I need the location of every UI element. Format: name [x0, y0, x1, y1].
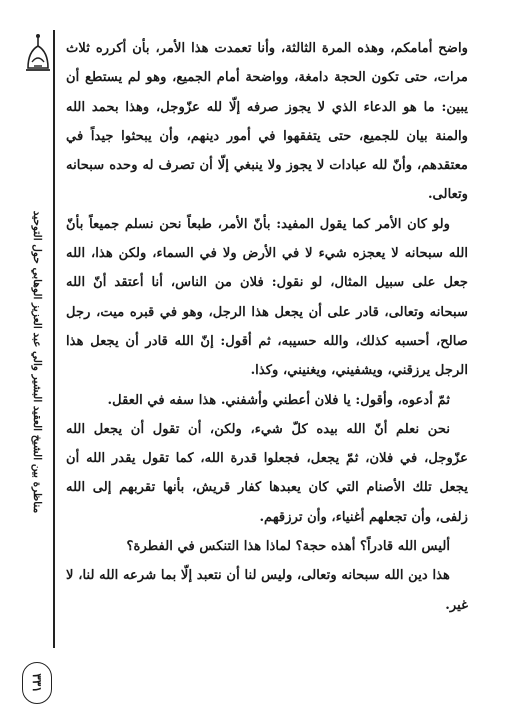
body-text	[66, 34, 468, 620]
paragraph-1: واضح أمامكم، وهذه المرة الثالثة، وأنا تعمدت هذا الأمر، بأن أكرره ثلاث مرات، حتى تكون الحجة دامغة، وواضحة أمام الجميع، وهو لم يستطع أن يبين: ما هو الدعاء الذي لا يجوز صرفه إلّا لله عزّوجل، وهذا بحمد الله والمنة بيان للجميع، حتى يتفقهوا في أمور دينهم، وأن يبحثوا جيداً في معتقدهم، وأنّ لله عبادات لا يجوز ولا ينبغي إلّا أن تصرف له وحده سبحانه وتعالى.	[66, 41, 468, 203]
paragraph-6: هذا دين الله سبحانه وتعالى، وليس لنا أن نتعبد إلّا بما شرعه الله لنا، لا غير.	[66, 568, 468, 613]
page-number-frame	[22, 662, 52, 704]
margin-rule	[53, 30, 55, 648]
paragraph-5: أليس الله قادراً؟ أهذه حجة؟ لماذا هذا التنكس في الفطرة؟	[126, 539, 450, 555]
paragraph-3: ثمّ أدعوه، وأقول: يا فلان أعطني وأشفني. هذا سفه في العقل.	[107, 392, 450, 408]
running-title: مناظرة بين الشيخ العقيد البشير والي عبد العزيز الوهابي حول التوحيد	[31, 210, 43, 514]
publisher-logo-icon	[25, 32, 51, 72]
page-number: ٣٣١	[30, 673, 44, 693]
paragraph-2: ولو كان الأمر كما يقول المفيد: بأنّ الأمر، طبعاً نحن نسلم جميعاً بأنّ الله سبحانه لا يعجزه شيء لا في الأرض ولا في السماء، ولكن هذا، الله جعل على سبيل المثال، لو نقول: فلان من الناس، أنا أعتقد أنّ الله سبحانه وتعالى، قادر على أن يجعل هذا الرجل، وهو في قبره ميت، رجل صالح، أحسبه كذلك، والله حسيبه، ثم أقول: إنّ الله قادر أن يجعل هذا الرجل يرزقني، ويشفيني، ويغنيني، وكذا.	[66, 216, 468, 379]
paragraph-4: نحن نعلم أنّ الله بيده كلّ شيء، ولكن، أن تقول أن يجعل الله عزّوجل، في فلان، ثمّ يجعل، فجعلوا قدرة الله، كما تقول يقدر الله أن يجعل تلك الأصنام التي كان يعبدها كفار قريش، بأنها تقربهم إلى الله زلفى، وأن تجعلهم أغنياء، وأن ترزقهم.	[66, 421, 468, 525]
side-margin	[20, 30, 54, 706]
